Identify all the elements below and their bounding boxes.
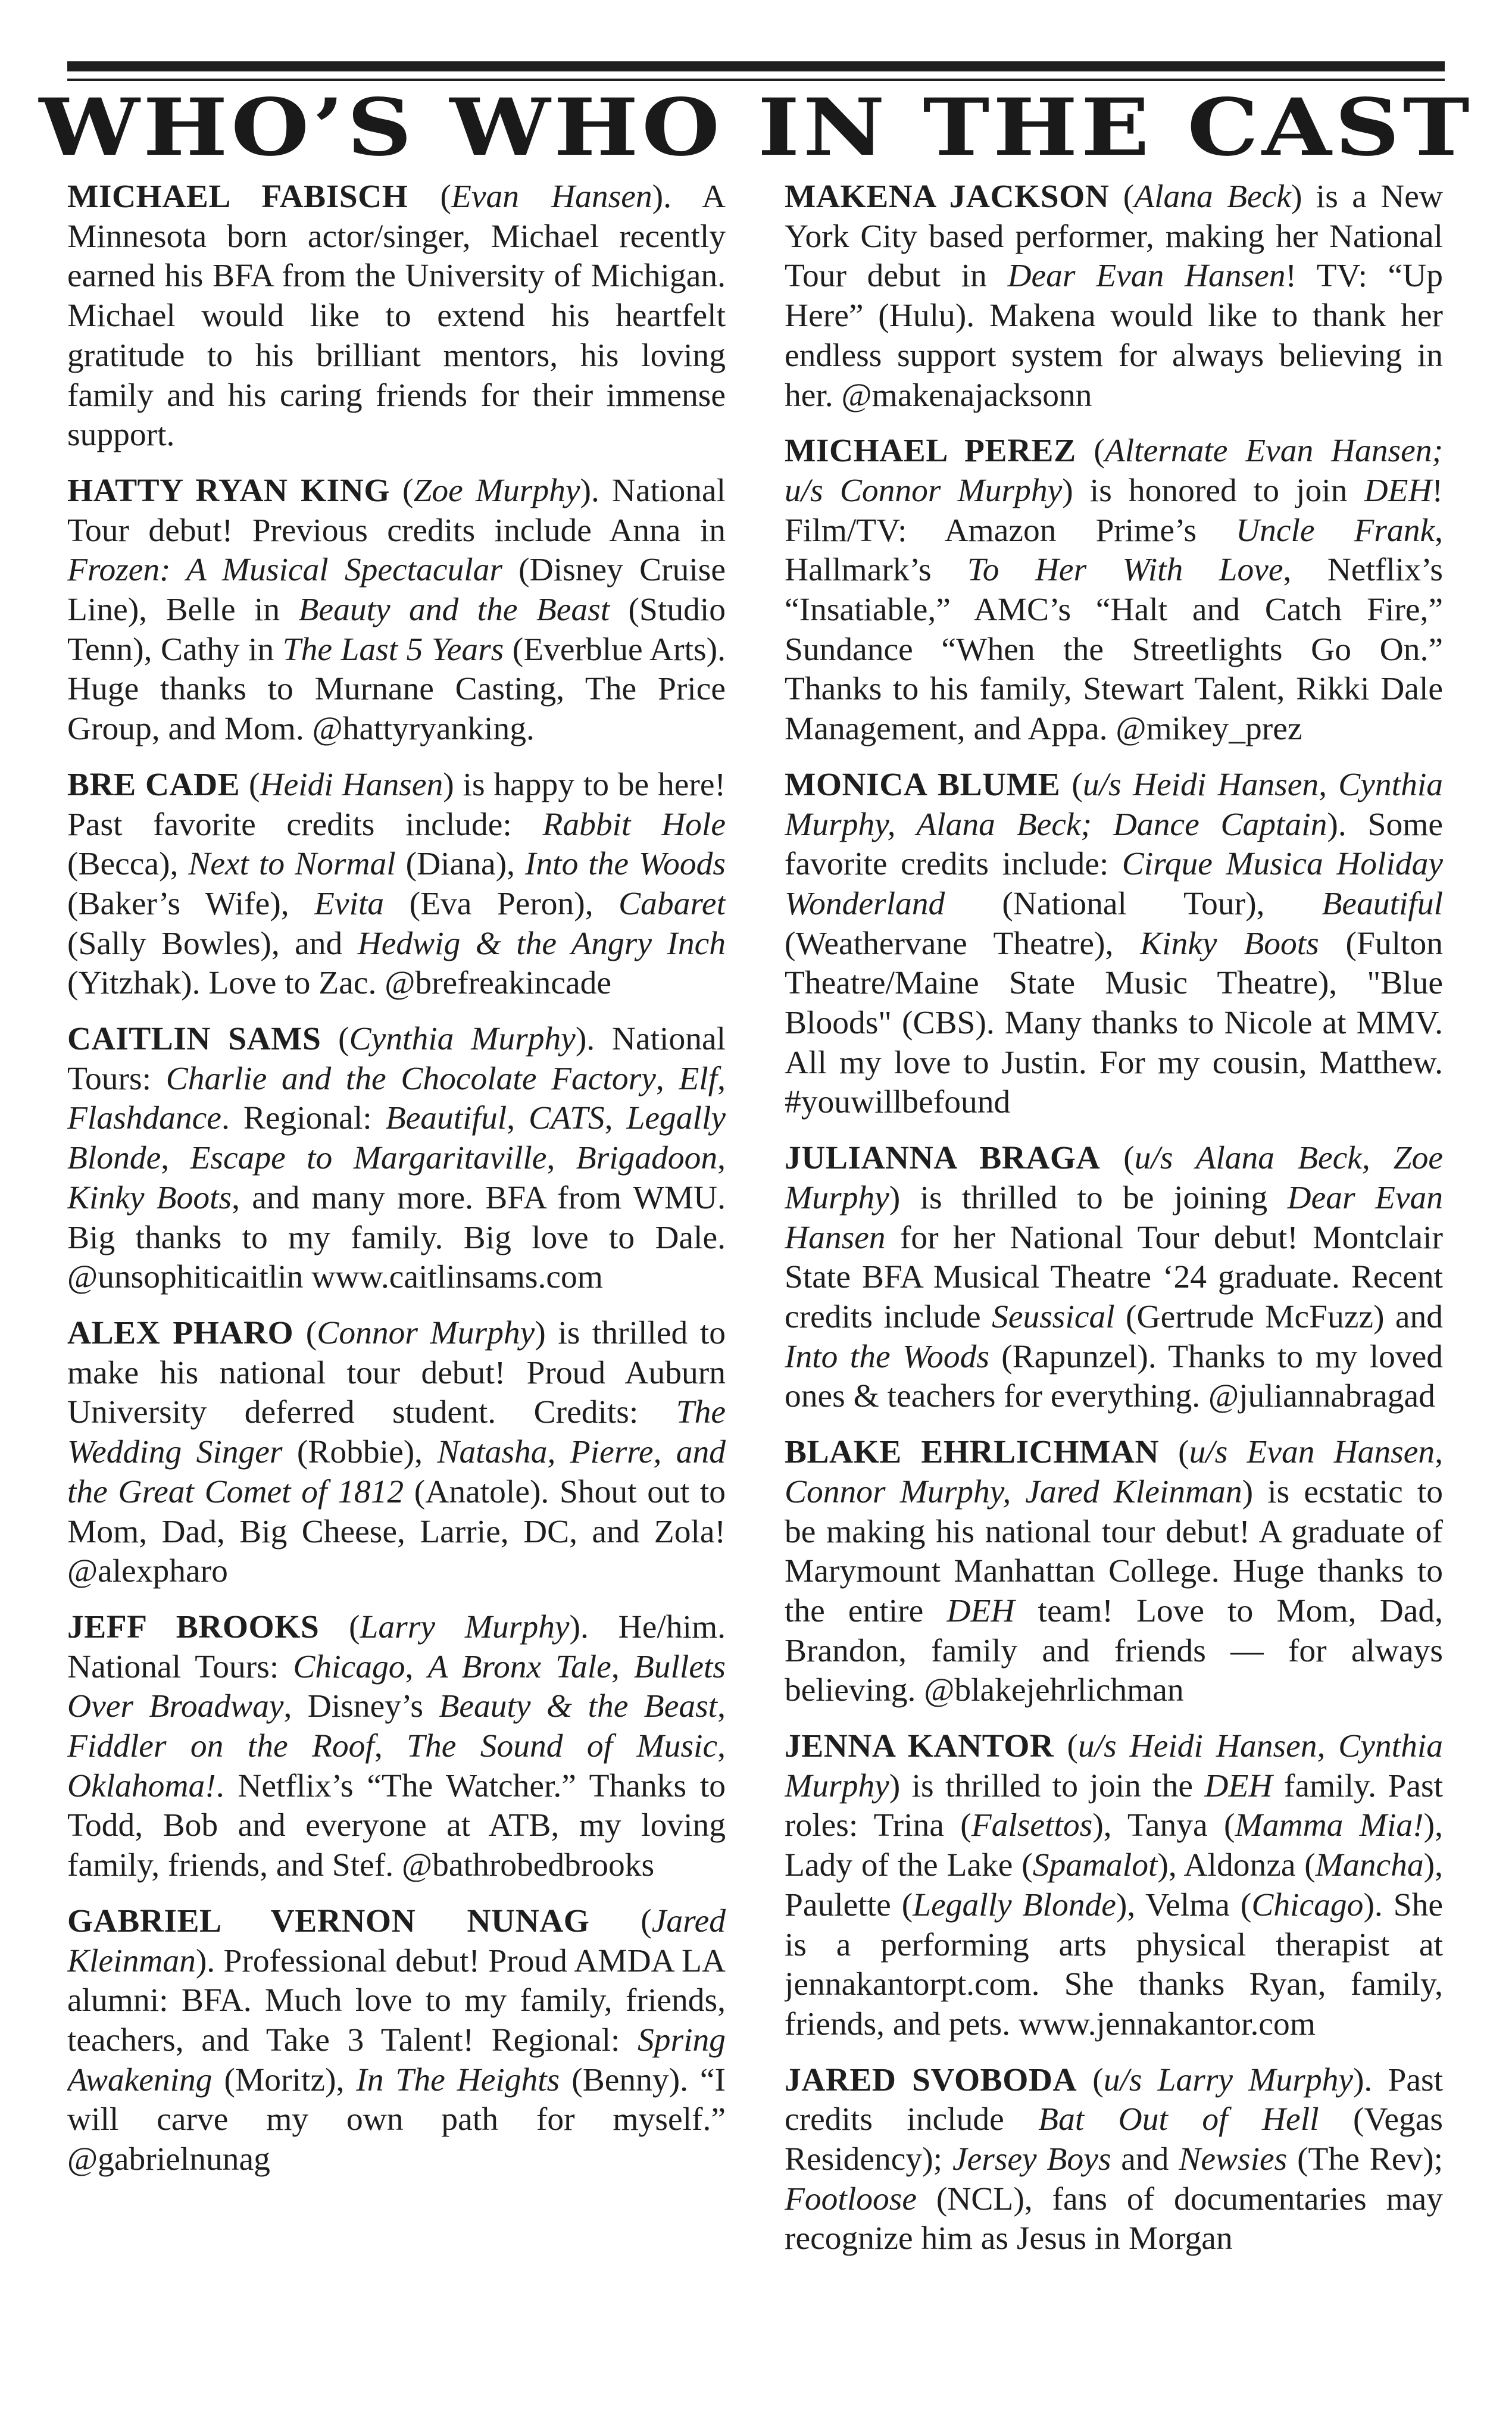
show-title: Brigadoon <box>576 1140 718 1177</box>
left-column <box>67 177 726 2404</box>
show-title: Into the Woods <box>785 1338 989 1375</box>
bio-text: (Robbie), <box>282 1434 438 1471</box>
page-title: WHO’S WHO IN THE CAST <box>39 82 1473 174</box>
cast-role: Alana Beck <box>1134 179 1291 215</box>
bio-text: (Weathervane Theatre), <box>785 925 1141 962</box>
cast-role: Connor Murphy <box>317 1314 535 1351</box>
show-title: Dear Evan Hansen <box>785 1179 1443 1256</box>
cast-name: JULIANNA BRAGA <box>785 1140 1101 1177</box>
cast-name: JENNA KANTOR <box>785 1728 1054 1765</box>
bio-text: (NCL), fans of documentaries may recognize him as Jesus in Morgan <box>785 2180 1443 2257</box>
show-title: Oklahoma! <box>67 1767 216 1804</box>
cast-role: Cynthia Murphy <box>349 1021 576 1058</box>
show-title: Kinky Boots <box>67 1179 232 1216</box>
show-title: Mancha <box>1315 1847 1424 1884</box>
bio-text: ) is ecstatic to be making his national tour debut! A graduate of Marymount Manhattan College. Huge thanks to the entire <box>785 1473 1443 1629</box>
show-title: Escape to Margaritaville <box>190 1140 547 1177</box>
bio-blake-ehrlichman: BLAKE EHRLICHMAN (u/s Evan Hansen, Connor Murphy, Jared Kleinman) is ecstatic to be making his national tour debut! A graduate of Marymount Manhattan College. Huge thanks to the entire DEH team! Love to Mom, Dad, Brandon, family and friends — for always believing. @blakejehrlichman <box>785 1434 1443 1709</box>
bio-text: (Baker’s Wife), <box>67 885 315 922</box>
bio-text: ) is honored to join <box>1062 472 1364 509</box>
show-title: The Last 5 Years <box>282 631 504 668</box>
bio-text: (Studio Tenn), Cathy in <box>67 592 726 668</box>
bio-hatty-ryan-king: HATTY RYAN KING (Zoe Murphy). National Tour debut! Previous credits include Anna in Frozen: A Musical Spectacular (Disney Cruise Line), Belle in Beauty and the Beast (Studio Tenn), Cathy in The Last 5 Years (Everblue Arts). Huge thanks to Murnane Casting, The Price Group, and Mom. @hattyryanking. <box>67 472 726 748</box>
show-title: Falsettos <box>971 1807 1093 1844</box>
bio-text: (Benny). “I will carve my own path for myself.” @gabrielnunag <box>67 2061 726 2178</box>
bio-text: family. Past roles: Trina ( <box>785 1767 1443 1844</box>
bio-text: ), Aldonza ( <box>1157 1847 1316 1884</box>
bio-text: team! Love to Mom, Dad, Brandon, family and friends — for always believing. @blakejehrlichman <box>785 1592 1443 1709</box>
show-title: Uncle Frank <box>1236 512 1435 549</box>
bio-text: (Anatole). Shout out to Mom, Dad, Big Cheese, Larrie, DC, and Zola! @alexpharo <box>67 1473 726 1590</box>
bio-text: (Sally Bowles), and <box>67 925 358 962</box>
bio-text: , Netflix’s “Insatiable,” AMC’s “Halt and Catch Fire,” Sundance “When the Streetlights Go On.” Thanks to his family, Stewart Talent, Rikki Dale Management, and Appa. @mikey_prez <box>785 552 1443 748</box>
show-title: Evita <box>314 885 385 922</box>
cast-name: CAITLIN SAMS <box>67 1021 321 1058</box>
show-title: Chicago <box>1251 1886 1364 1923</box>
right-column <box>785 177 1443 2404</box>
cast-role: Jared Kleinman <box>67 1902 726 1979</box>
cast-name: HATTY RYAN KING <box>67 472 391 509</box>
bio-text: for her National Tour debut! Montclair State BFA Musical Theatre ‘24 graduate. Recent credits include <box>785 1219 1443 1335</box>
cast-role: u/s Heidi Hansen, Cynthia Murphy, Alana Beck; Dance Captain <box>785 766 1443 843</box>
bio-text: (Everblue Arts). Huge thanks to Murnane Casting, The Price Group, and Mom. @hattyryanking. <box>67 631 726 748</box>
show-title: Bullets Over Broadway <box>67 1648 726 1725</box>
bio-text: ), Lady of the Lake ( <box>785 1807 1443 1884</box>
show-title: Beautiful <box>1322 885 1443 922</box>
bio-text: (Gertrude McFuzz) and <box>1114 1298 1443 1335</box>
bio-text: ) is a New York City based performer, making her National Tour debut in <box>785 179 1443 295</box>
bio-jenna-kantor: JENNA KANTOR (u/s Heidi Hansen, Cynthia Murphy) is thrilled to join the DEH family. Past roles: Trina (Falsettos), Tanya (Mamma Mia!), Lady of the Lake (Spamalot), Aldonza (Mancha), Paulette (Legally Blonde), Velma (Chicago). She is a performing arts physical therapist at jennakantorpt.com. She thanks Ryan, family, friends, and pets. www.jennakantor.com <box>785 1728 1443 2042</box>
bio-text: and <box>1111 2141 1179 2178</box>
show-title: Spamalot <box>1032 1847 1158 1884</box>
bio-text: ). Some favorite credits include: <box>785 806 1443 883</box>
show-title: A Bronx Tale <box>427 1648 611 1685</box>
cast-name: MAKENA JACKSON <box>785 179 1110 215</box>
bio-text: ) is thrilled to join the <box>889 1767 1205 1804</box>
cast-name: JARED SVOBODA <box>785 2061 1077 2098</box>
cast-name: GABRIEL VERNON NUNAG <box>67 1902 590 1939</box>
bio-text: (National Tour), <box>945 885 1322 922</box>
cast-name: BRE CADE <box>67 766 240 803</box>
bio-text: (Disney Cruise Line), Belle in <box>67 552 726 629</box>
bio-text: ! TV: “Up Here” (Hulu). Makena would like to thank her endless support system for always believing in her. @makenajacksonn <box>785 258 1443 414</box>
cast-role: u/s Alana Beck, Zoe Murphy <box>785 1140 1443 1216</box>
show-title: DEH <box>946 1592 1015 1629</box>
show-title: Flashdance <box>67 1100 221 1137</box>
cast-role: u/s Heidi Hansen, Cynthia Murphy <box>785 1728 1443 1804</box>
bio-text: . Regional: <box>221 1100 386 1137</box>
show-title: Newsies <box>1179 2141 1288 2178</box>
bio-jared-svoboda: JARED SVOBODA (u/s Larry Murphy). Past credits include Bat Out of Hell (Vegas Residency); Jersey Boys and Newsies (The Rev); Footloose (NCL), fans of documentaries may recognize him as Jesus in Morgan <box>785 2061 1443 2257</box>
bio-text: ), Velma ( <box>1116 1886 1252 1923</box>
show-title: Legally Blonde <box>913 1886 1116 1923</box>
cast-role: u/s Evan Hansen, Connor Murphy, Jared Kleinman <box>785 1434 1443 1510</box>
show-title: Mamma Mia! <box>1235 1807 1424 1844</box>
show-title: Beauty & the Beast <box>439 1688 718 1725</box>
cast-role: Alternate Evan Hansen; u/s Connor Murphy <box>785 433 1443 509</box>
bio-text: (Becca), <box>67 846 189 883</box>
bio-text: (Rapunzel). Thanks to my loved ones & teachers for everything. @juliannabragad <box>785 1338 1443 1415</box>
bio-caitlin-sams: CAITLIN SAMS (Cynthia Murphy). National Tours: Charlie and the Chocolate Factory, Elf, Flashdance. Regional: Beautiful, CATS, Legally Blonde, Escape to Margaritaville, Brigadoon, Kinky Boots, and many more. BFA from WMU. Big thanks to my family. Big love to Dale. @unsophiticaitlin www.caitlinsams.com <box>67 1021 726 1296</box>
show-title: DEH <box>1204 1767 1273 1804</box>
bio-text: ). National Tour debut! Previous credits include Anna in <box>67 472 726 549</box>
cast-role: Larry Murphy <box>360 1608 570 1645</box>
show-title: Bat Out of Hell <box>1038 2101 1319 2138</box>
show-title: Charlie and the Chocolate Factory <box>165 1060 656 1097</box>
cast-role: u/s Larry Murphy <box>1103 2061 1353 2098</box>
bio-michael-perez: MICHAEL PEREZ (Alternate Evan Hansen; u/s Connor Murphy) is honored to join DEH! Film/TV: Amazon Prime’s Uncle Frank, Hallmark’s To Her With Love, Netflix’s “Insatiable,” AMC’s “Halt and Catch Fire,” Sundance “When the Streetlights Go On.” Thanks to his family, Stewart Talent, Rikki Dale Management, and Appa. @mikey_prez <box>785 433 1443 748</box>
show-title: Jersey Boys <box>952 2141 1111 2178</box>
bio-text: ) is thrilled to be joining <box>889 1179 1288 1216</box>
show-title: Seussical <box>992 1298 1115 1335</box>
show-title: DEH <box>1364 472 1432 509</box>
cast-role: Evan Hansen <box>451 179 652 215</box>
cast-name: ALEX PHARO <box>67 1314 294 1351</box>
bio-michael-fabisch: MICHAEL FABISCH (Evan Hansen). A Minnesota born actor/singer, Michael recently earned his BFA from the University of Michigan. Michael would like to extend his heartfelt gratitude to his brilliant mentors, his loving family and his caring friends for their immense support. <box>67 179 726 454</box>
show-title: Spring Awakening <box>67 2022 726 2098</box>
header-rule-thick <box>67 61 1445 71</box>
show-title: Legally Blonde <box>67 1100 726 1177</box>
bio-text: ! Film/TV: Amazon Prime’s <box>785 472 1443 549</box>
show-title: Footloose <box>785 2180 917 2217</box>
bio-text: ). Professional debut! Proud AMDA LA alumni: BFA. Much love to my family, friends, teachers, and Take 3 Talent! Regional: <box>67 1942 726 2058</box>
bio-text: ) is happy to be here! Past favorite credits include: <box>67 766 726 843</box>
bio-makena-jackson: MAKENA JACKSON (Alana Beck) is a New York City based performer, making her National Tour debut in Dear Evan Hansen! TV: “Up Here” (Hulu). Makena would like to thank her endless support system for always believing in her. @makenajacksonn <box>785 179 1443 414</box>
show-title: Elf <box>679 1060 718 1097</box>
bio-text: ). He/him. National Tours: <box>67 1608 726 1685</box>
bio-text: (Fulton Theatre/Maine State Music Theatre), "Blue Bloods" (CBS). Many thanks to Nicole at MMV. All my love to Justin. For my cousin, Matthew. #youwillbefound <box>785 925 1443 1121</box>
bio-text: ), Tanya ( <box>1092 1807 1235 1844</box>
show-title: Into the Woods <box>524 846 726 883</box>
show-title: Dear Evan Hansen <box>1007 258 1286 295</box>
show-title: To Her With Love <box>967 552 1283 589</box>
bio-julianna-braga: JULIANNA BRAGA (u/s Alana Beck, Zoe Murphy) is thrilled to be joining Dear Evan Hansen for her National Tour debut! Montclair State BFA Musical Theatre ‘24 graduate. Recent credits include Seussical (Gertrude McFuzz) and Into the Woods (Rapunzel). Thanks to my loved ones & teachers for everything. @juliannabragad <box>785 1140 1443 1415</box>
show-title: Chicago <box>293 1648 405 1685</box>
show-title: CATS <box>529 1100 605 1137</box>
show-title: Fiddler on the Roof <box>67 1728 374 1765</box>
bio-text: (Eva Peron), <box>384 885 619 922</box>
bio-text: ). Past credits include <box>785 2061 1443 2138</box>
show-title: Beauty and the Beast <box>298 592 610 629</box>
bio-text: ) is thrilled to make his national tour debut! Proud Auburn University deferred student. Credits: <box>67 1314 726 1431</box>
show-title: Rabbit Hole <box>542 806 726 843</box>
show-title: The Wedding Singer <box>67 1394 726 1471</box>
show-title: Natasha, Pierre, and the Great Comet of 1812 <box>67 1434 726 1510</box>
cast-name: MICHAEL FABISCH <box>67 179 408 215</box>
bio-text: (Yitzhak). Love to Zac. @brefreakincade <box>67 965 611 1002</box>
bio-bre-cade: BRE CADE (Heidi Hansen) is happy to be here! Past favorite credits include: Rabbit Hole (Becca), Next to Normal (Diana), Into the Woods (Baker’s Wife), Evita (Eva Peron), Cabaret (Sally Bowles), and Hedwig & the Angry Inch (Yitzhak). Love to Zac. @brefreakincade <box>67 766 726 1002</box>
show-title: Frozen: A Musical Spectacular <box>67 552 502 589</box>
cast-name: JEFF BROOKS <box>67 1608 320 1645</box>
show-title: Hedwig & the Angry Inch <box>357 925 726 962</box>
show-title: In The Heights <box>356 2061 560 2098</box>
bio-text: , and many more. BFA from WMU. Big thanks to my family. Big love to Dale. @unsophiticaitlin www.caitlinsams.com <box>67 1179 726 1296</box>
header-rule-thin <box>67 79 1445 81</box>
bio-text: ), Paulette ( <box>785 1847 1443 1923</box>
bio-text: ). A Minnesota born actor/singer, Michael recently earned his BFA from the University of Michigan. Michael would like to extend his heartfelt gratitude to his brilliant mentors, his loving family and his caring friends for their immense support. <box>67 179 726 454</box>
bio-text: (Diana), <box>395 846 525 883</box>
show-title: Beautiful <box>385 1100 507 1137</box>
show-title: Kinky Boots <box>1140 925 1319 962</box>
cast-name: BLAKE EHRLICHMAN <box>785 1434 1160 1471</box>
show-title: Cabaret <box>618 885 726 922</box>
bio-gabriel-vernon-nunag: GABRIEL VERNON NUNAG (Jared Kleinman). Professional debut! Proud AMDA LA alumni: BFA. Much love to my family, friends, teachers, and Take 3 Talent! Regional: Spring Awakening (Moritz), In The Heights (Benny). “I will carve my own path for myself.” @gabrielnunag <box>67 1902 726 2178</box>
bio-text: , Disney’s <box>283 1688 439 1725</box>
cast-role: Zoe Murphy <box>413 472 580 509</box>
bio-text: (The Rev); <box>1287 2141 1443 2178</box>
bio-monica-blume: MONICA BLUME (u/s Heidi Hansen, Cynthia Murphy, Alana Beck; Dance Captain). Some favorite credits include: Cirque Musica Holiday Wonderland (National Tour), Beautiful (Weathervane Theatre), Kinky Boots (Fulton Theatre/Maine State Music Theatre), "Blue Bloods" (CBS). Many thanks to Nicole at MMV. All my love to Justin. For my cousin, Matthew. #youwillbefound <box>785 766 1443 1121</box>
bio-text: . Netflix’s “The Watcher.” Thanks to Todd, Bob and everyone at ATB, my loving family, friends, and Stef. @bathrobedbrooks <box>67 1767 726 1884</box>
bio-text: ). She is a performing arts physical therapist at jennakantorpt.com. She thanks Ryan, family, friends, and pets. www.jennakantor.com <box>785 1886 1443 2042</box>
show-title: Next to Normal <box>188 846 396 883</box>
bio-text: , Hallmark’s <box>785 512 1443 589</box>
bio-text: (Moritz), <box>212 2061 357 2098</box>
cast-name: MONICA BLUME <box>785 766 1061 803</box>
cast-name: MICHAEL PEREZ <box>785 433 1076 470</box>
bio-alex-pharo: ALEX PHARO (Connor Murphy) is thrilled to make his national tour debut! Proud Auburn University deferred student. Credits: The Wedding Singer (Robbie), Natasha, Pierre, and the Great Comet of 1812 (Anatole). Shout out to Mom, Dad, Big Cheese, Larrie, DC, and Zola! @alexpharo <box>67 1314 726 1590</box>
bio-text: ). National Tours: <box>67 1021 726 1097</box>
show-title: The Sound of Music <box>407 1728 718 1765</box>
bio-text: (Vegas Residency); <box>785 2101 1443 2178</box>
show-title: Cirque Musica Holiday Wonderland <box>785 846 1443 922</box>
bio-jeff-brooks: JEFF BROOKS (Larry Murphy). He/him. National Tours: Chicago, A Bronx Tale, Bullets Over Broadway, Disney’s Beauty & the Beast, Fiddler on the Roof, The Sound of Music, Oklahoma!. Netflix’s “The Watcher.” Thanks to Todd, Bob and everyone at ATB, my loving family, friends, and Stef. @bathrobedbrooks <box>67 1608 726 1884</box>
cast-role: Heidi Hansen <box>260 766 443 803</box>
